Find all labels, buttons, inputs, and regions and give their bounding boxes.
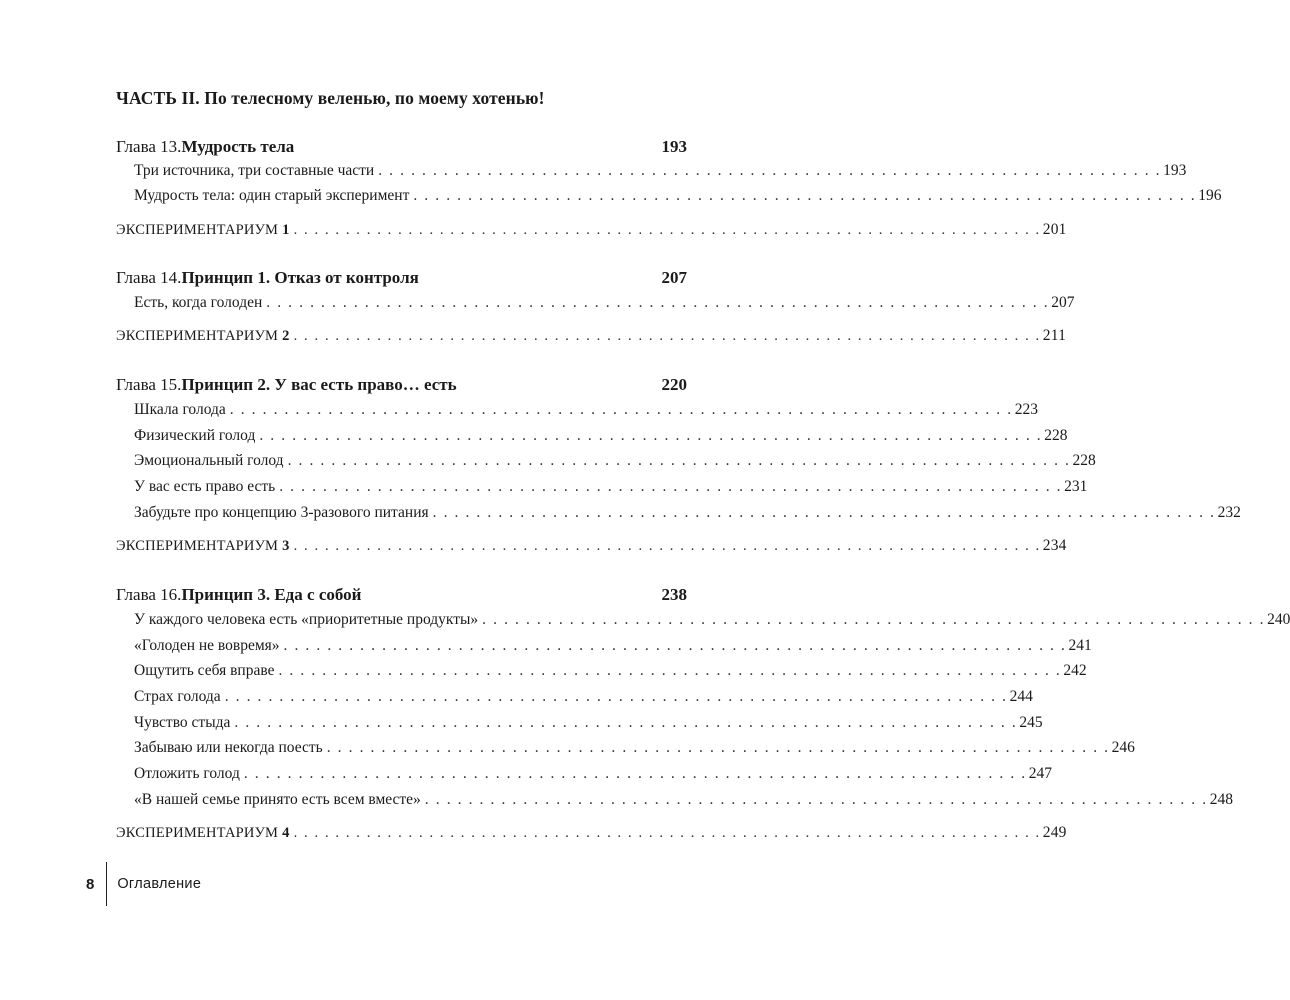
leader-dots: . . . . . . . . . . . . . . . . . . . . . . . . . . . . . . . . . . . . . . . . . . . . . . . . . . . . . . . . . . . . . . . . . . . . . . . . <box>432 504 1216 521</box>
experimentarium-number: 3 <box>282 538 290 554</box>
chapter-prefix: Глава 15. <box>116 375 182 394</box>
toc-section <box>116 294 1075 312</box>
section-title: Отложить голод <box>134 765 240 782</box>
toc-section <box>116 611 1290 629</box>
section-title: «Голоден не вовремя» <box>134 637 280 654</box>
leader-dots: . . . . . . . . . . . . . . . . . . . . . . . . . . . . . . . . . . . . . . . . . . . . . . . . . . . . . . . . . . . . . . . . . . . . . . . . <box>378 162 1162 179</box>
leader-dots: . . . . . . . . . . . . . . . . . . . . . . . . . . . . . . . . . . . . . . . . . . . . . . . . . . . . . . . . . . . . . . . . . . . . . . . . <box>229 401 1013 418</box>
section-title: У вас есть право есть <box>134 478 276 495</box>
leader-dots: . . . . . . . . . . . . . . . . . . . . . . . . . . . . . . . . . . . . . . . . . . . . . . . . . . . . . . . . . . . . . . . . . . . . . . . . <box>234 714 1018 731</box>
experimentarium-number: 1 <box>282 222 290 238</box>
footer-divider <box>106 862 107 906</box>
chapter-title: Мудрость тела <box>181 137 295 156</box>
toc-experimentarium <box>116 221 1067 239</box>
section-title: Физический голод <box>134 427 256 444</box>
experimentarium-title: ЭКСПЕРИМЕНТАРИУМ <box>116 538 279 554</box>
toc-section <box>116 401 1038 419</box>
chapter-page: 193 <box>661 137 687 156</box>
toc-section <box>116 765 1053 783</box>
toc-section <box>116 662 1087 680</box>
toc-section <box>116 688 1033 706</box>
section-page: 231 <box>1064 478 1088 495</box>
page-footer <box>86 862 201 906</box>
section-title: Чувство стыда <box>134 714 231 731</box>
experimentarium-title: ЭКСПЕРИМЕНТАРИУМ <box>116 825 279 841</box>
leader-dots: . . . . . . . . . . . . . . . . . . . . . . . . . . . . . . . . . . . . . . . . . . . . . . . . . . . . . . . . . . . . . . . . . . . . . . . . <box>279 478 1063 495</box>
section-title: Эмоциональный голод <box>134 452 284 469</box>
section-page: 240 <box>1267 611 1290 628</box>
toc-section <box>116 504 1241 522</box>
chapter-prefix: Глава 13. <box>116 137 182 156</box>
part-title: ЧАСТЬ II. По телесному веленью, по моему хотенью! <box>116 88 545 108</box>
section-page: 223 <box>1014 401 1038 418</box>
experimentarium-number: 4 <box>282 825 290 841</box>
experimentarium-page: 211 <box>1042 327 1067 344</box>
leader-dots: . . . . . . . . . . . . . . . . . . . . . . . . . . . . . . . . . . . . . . . . . . . . . . . . . . . . . . . . . . . . . . . . . . . . . . . . <box>224 688 1008 705</box>
section-page: 244 <box>1009 688 1033 705</box>
section-title: Три источника, три составные части <box>134 162 375 179</box>
toc-section <box>116 162 1187 180</box>
leader-dots: . . . . . . . . . . . . . . . . . . . . . . . . . . . . . . . . . . . . . . . . . . . . . . . . . . . . . . . . . . . . . . . . . . . . . . . . <box>293 328 1041 344</box>
section-title: Забудьте про концепцию 3-разового питания <box>134 504 429 521</box>
leader-dots: . . . . . . . . . . . . . . . . . . . . . . . . . . . . . . . . . . . . . . . . . . . . . . . . . . . . . . . . . . . . . . . . . . . . . . . . <box>413 187 1197 204</box>
section-page: 207 <box>1051 294 1075 311</box>
section-title: «В нашей семье принято есть всем вместе» <box>134 791 421 808</box>
section-page: 248 <box>1209 791 1233 808</box>
experimentarium-page: 201 <box>1042 221 1067 238</box>
leader-dots: . . . . . . . . . . . . . . . . . . . . . . . . . . . . . . . . . . . . . . . . . . . . . . . . . . . . . . . . . . . . . . . . . . . . . . . . <box>243 765 1027 782</box>
toc-section <box>116 637 1092 655</box>
toc-section <box>116 187 1222 205</box>
toc-section <box>116 739 1135 757</box>
toc-section <box>116 791 1233 809</box>
leader-dots: . . . . . . . . . . . . . . . . . . . . . . . . . . . . . . . . . . . . . . . . . . . . . . . . . . . . . . . . . . . . . . . . . . . . . . . . <box>293 222 1041 238</box>
leader-dots: . . . . . . . . . . . . . . . . . . . . . . . . . . . . . . . . . . . . . . . . . . . . . . . . . . . . . . . . . . . . . . . . . . . . . . . . <box>259 427 1043 444</box>
section-title: Забываю или некогда поесть <box>134 739 323 756</box>
toc-section <box>116 427 1068 445</box>
chapter-prefix: Глава 16. <box>116 585 182 604</box>
section-title: Страх голода <box>134 688 221 705</box>
toc-experimentarium <box>116 327 1067 345</box>
experimentarium-title: ЭКСПЕРИМЕНТАРИУМ <box>116 222 279 238</box>
section-page: 247 <box>1028 765 1053 782</box>
chapter-title: Принцип 1. Отказ от контроля <box>181 268 419 287</box>
section-title: Ощутить себя вправе <box>134 662 275 679</box>
leader-dots: . . . . . . . . . . . . . . . . . . . . . . . . . . . . . . . . . . . . . . . . . . . . . . . . . . . . . . . . . . . . . . . . . . . . . . . . <box>287 452 1071 469</box>
section-page: 196 <box>1198 187 1222 204</box>
chapter-prefix: Глава 14. <box>116 268 182 287</box>
section-page: 241 <box>1068 637 1092 654</box>
toc-experimentarium <box>116 537 1067 555</box>
section-page: 232 <box>1217 504 1241 521</box>
experimentarium-title: ЭКСПЕРИМЕНТАРИУМ <box>116 328 279 344</box>
toc-chapter <box>116 268 687 288</box>
section-page: 245 <box>1019 714 1043 731</box>
section-page: 228 <box>1044 427 1068 444</box>
leader-dots: . . . . . . . . . . . . . . . . . . . . . . . . . . . . . . . . . . . . . . . . . . . . . . . . . . . . . . . . . . . . . . . . . . . . . . . . <box>266 294 1050 311</box>
chapter-title: Принцип 2. У вас есть право… есть <box>181 375 457 394</box>
running-header-label: Оглавление <box>117 876 202 892</box>
leader-dots: . . . . . . . . . . . . . . . . . . . . . . . . . . . . . . . . . . . . . . . . . . . . . . . . . . . . . . . . . . . . . . . . . . . . . . . . <box>293 825 1041 841</box>
leader-dots: . . . . . . . . . . . . . . . . . . . . . . . . . . . . . . . . . . . . . . . . . . . . . . . . . . . . . . . . . . . . . . . . . . . . . . . . <box>293 538 1041 554</box>
section-page: 228 <box>1072 452 1096 469</box>
toc-section <box>116 452 1096 470</box>
section-page: 242 <box>1063 662 1087 679</box>
section-page: 246 <box>1111 739 1135 756</box>
section-title: У каждого человека есть «приоритетные продукты» <box>134 611 479 628</box>
chapter-page: 207 <box>661 268 687 287</box>
section-title: Есть, когда голоден <box>134 294 263 311</box>
page-number: 8 <box>86 875 95 893</box>
leader-dots: . . . . . . . . . . . . . . . . . . . . . . . . . . . . . . . . . . . . . . . . . . . . . . . . . . . . . . . . . . . . . . . . . . . . . . . . <box>482 611 1266 628</box>
experimentarium-page: 249 <box>1042 824 1067 841</box>
leader-dots: . . . . . . . . . . . . . . . . . . . . . . . . . . . . . . . . . . . . . . . . . . . . . . . . . . . . . . . . . . . . . . . . . . . . . . . . <box>283 637 1067 654</box>
toc-chapter <box>116 375 687 395</box>
leader-dots: . . . . . . . . . . . . . . . . . . . . . . . . . . . . . . . . . . . . . . . . . . . . . . . . . . . . . . . . . . . . . . . . . . . . . . . . <box>424 791 1208 808</box>
chapter-page: 238 <box>661 585 687 604</box>
toc-experimentarium <box>116 824 1067 842</box>
section-title: Шкала голода <box>134 401 226 418</box>
toc-chapter <box>116 137 687 157</box>
leader-dots: . . . . . . . . . . . . . . . . . . . . . . . . . . . . . . . . . . . . . . . . . . . . . . . . . . . . . . . . . . . . . . . . . . . . . . . . <box>326 739 1110 756</box>
section-title: Мудрость тела: один старый эксперимент <box>134 187 410 204</box>
toc-section <box>116 714 1043 732</box>
section-page: 193 <box>1163 162 1187 179</box>
chapter-title: Принцип 3. Еда с собой <box>181 585 362 604</box>
chapter-page: 220 <box>661 375 687 394</box>
toc-section <box>116 478 1088 496</box>
experimentarium-number: 2 <box>282 328 290 344</box>
experimentarium-page: 234 <box>1042 537 1067 554</box>
leader-dots: . . . . . . . . . . . . . . . . . . . . . . . . . . . . . . . . . . . . . . . . . . . . . . . . . . . . . . . . . . . . . . . . . . . . . . . . <box>278 662 1062 679</box>
toc-chapter <box>116 585 687 605</box>
